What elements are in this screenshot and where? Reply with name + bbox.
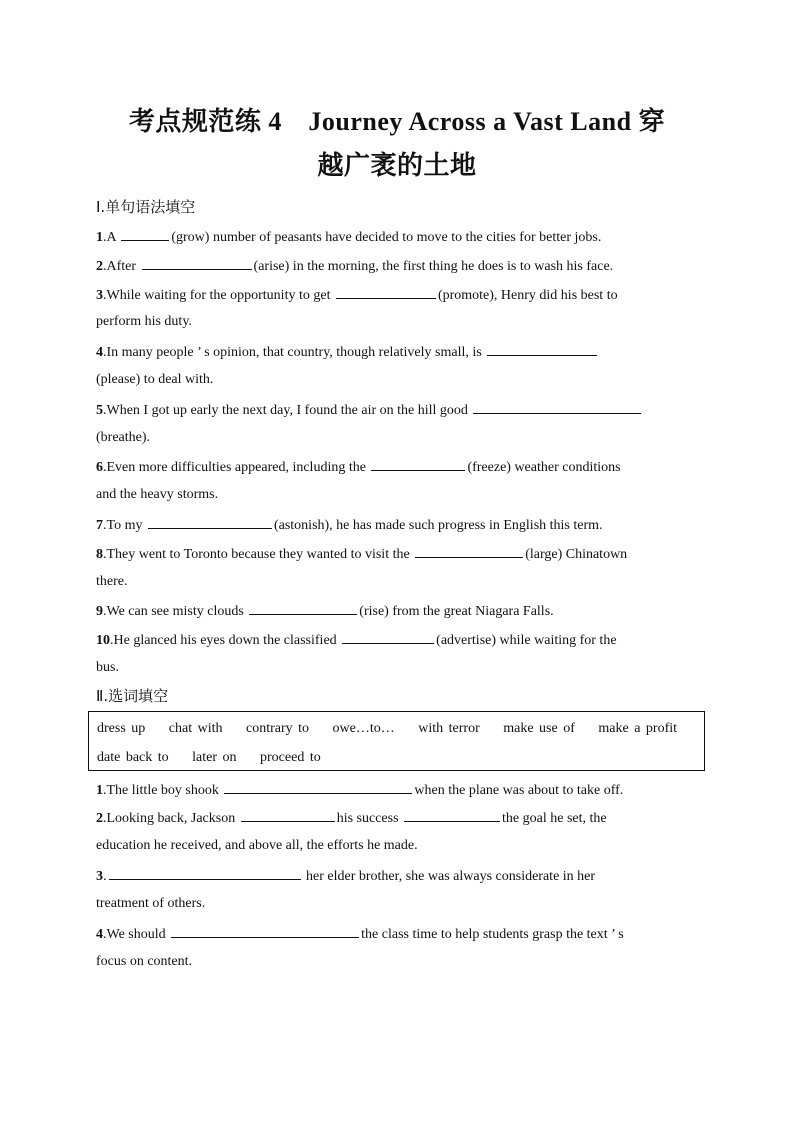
word-option: with terror	[418, 721, 480, 736]
item-number: 3	[96, 869, 103, 884]
word-option: dress up	[97, 721, 146, 736]
s2-item-2	[96, 807, 700, 829]
word-option: date back to	[97, 750, 169, 765]
s1-item-9	[96, 600, 700, 622]
answer-blank[interactable]	[241, 807, 335, 822]
item-text: .We can see misty clouds	[103, 604, 248, 619]
item-text: (rise) from the great Niagara Falls.	[359, 604, 554, 619]
answer-blank[interactable]	[142, 255, 252, 270]
item-text: (grow) number of peasants have decided to move to the cities for better jobs.	[171, 230, 602, 245]
s1-item-10-cont: bus.	[96, 660, 119, 675]
item-number: 1	[96, 783, 103, 798]
item-number: 2	[96, 811, 103, 826]
word-bank-row-1	[97, 719, 695, 739]
word-option: make use of	[503, 721, 575, 736]
item-text: (promote), Henry did his best to	[437, 288, 618, 303]
s1-item-7	[96, 514, 700, 536]
answer-blank[interactable]	[148, 514, 272, 529]
item-text: (large) Chinatown	[525, 547, 628, 562]
word-bank-box	[88, 711, 705, 771]
item-text: .To my	[103, 518, 146, 533]
item-text: the goal he set, the	[502, 811, 607, 826]
item-text: when the plane was about to take off.	[414, 783, 624, 798]
word-option: chat with	[168, 721, 223, 736]
item-number: 4	[96, 345, 103, 360]
answer-blank[interactable]	[249, 600, 357, 615]
item-text: the class time to help students grasp the text ’ s	[361, 927, 624, 942]
answer-blank[interactable]	[224, 779, 412, 794]
title-line-1: 考点规范练 4 Journey Across a Vast Land 穿	[128, 107, 666, 136]
item-text: .Looking back, Jackson	[103, 811, 239, 826]
answer-blank[interactable]	[121, 226, 169, 241]
s1-item-1	[96, 226, 700, 248]
item-number: 10	[96, 633, 110, 648]
item-number: 6	[96, 460, 103, 475]
word-bank-row-2	[97, 748, 339, 768]
s2-item-3	[96, 865, 700, 887]
item-text: .He glanced his eyes down the classified	[110, 633, 341, 648]
item-number: 2	[96, 259, 103, 274]
item-number: 4	[96, 927, 103, 942]
item-text: .A	[103, 230, 120, 245]
item-number: 9	[96, 604, 103, 619]
word-option: proceed to	[260, 750, 321, 765]
s1-item-5-cont: (breathe).	[96, 430, 151, 445]
item-text: (advertise) while waiting for the	[436, 633, 617, 648]
answer-blank[interactable]	[171, 923, 359, 938]
item-text: his success	[336, 811, 403, 826]
answer-blank[interactable]	[404, 807, 500, 822]
item-text: .	[103, 869, 107, 884]
s1-item-10	[96, 629, 700, 651]
item-number: 5	[96, 403, 103, 418]
answer-blank[interactable]	[342, 629, 434, 644]
item-text: .In many people ’ s opinion, that country, though relatively small, is	[103, 345, 486, 360]
s1-item-4-cont: (please) to deal with.	[96, 372, 214, 387]
answer-blank[interactable]	[473, 399, 641, 414]
item-text: (freeze) weather conditions	[467, 460, 621, 475]
item-number: 7	[96, 518, 103, 533]
answer-blank[interactable]	[371, 456, 465, 471]
s1-item-4	[96, 341, 700, 363]
page-title	[96, 100, 698, 188]
item-text: .While waiting for the opportunity to get	[103, 288, 334, 303]
item-text: (astonish), he has made such progress in English this term.	[273, 518, 603, 533]
item-text: .We should	[103, 927, 170, 942]
word-option: owe…to…	[332, 721, 395, 736]
s1-item-3-cont: perform his duty.	[96, 314, 192, 329]
item-text: .They went to Toronto because they wanted to visit the	[103, 547, 414, 562]
s1-item-8-cont: there.	[96, 574, 128, 589]
answer-blank[interactable]	[336, 284, 436, 299]
item-text: .The little boy shook	[103, 783, 223, 798]
word-option: later on	[192, 750, 237, 765]
s1-item-6-cont: and the heavy storms.	[96, 487, 219, 502]
answer-blank[interactable]	[109, 865, 301, 880]
item-text: .After	[103, 259, 140, 274]
item-number: 3	[96, 288, 103, 303]
answer-blank[interactable]	[415, 543, 523, 558]
s2-item-4	[96, 923, 700, 945]
s2-item-1	[96, 779, 700, 801]
s1-item-5	[96, 399, 700, 421]
word-option: contrary to	[246, 721, 310, 736]
s1-item-8	[96, 543, 700, 565]
answer-blank[interactable]	[487, 341, 597, 356]
word-option: make a profit	[598, 721, 678, 736]
s1-item-6	[96, 456, 700, 478]
item-number: 8	[96, 547, 103, 562]
s2-item-3-cont: treatment of others.	[96, 896, 206, 911]
section-1-heading: Ⅰ.单句语法填空	[96, 198, 196, 216]
title-line-2: 越广袤的土地	[317, 151, 477, 180]
section-2-heading: Ⅱ.选词填空	[96, 687, 169, 705]
item-text: her elder brother, she was always considerate in her	[302, 869, 596, 884]
item-text: (arise) in the morning, the first thing he does is to wash his face.	[253, 259, 614, 274]
s2-item-4-cont: focus on content.	[96, 954, 193, 969]
item-text: .When I got up early the next day, I found the air on the hill good	[103, 403, 472, 418]
s1-item-3	[96, 284, 700, 306]
item-text: .Even more difficulties appeared, including the	[103, 460, 370, 475]
s1-item-2	[96, 255, 700, 277]
item-number: 1	[96, 230, 103, 245]
s2-item-2-cont: education he received, and above all, the efforts he made.	[96, 838, 418, 853]
